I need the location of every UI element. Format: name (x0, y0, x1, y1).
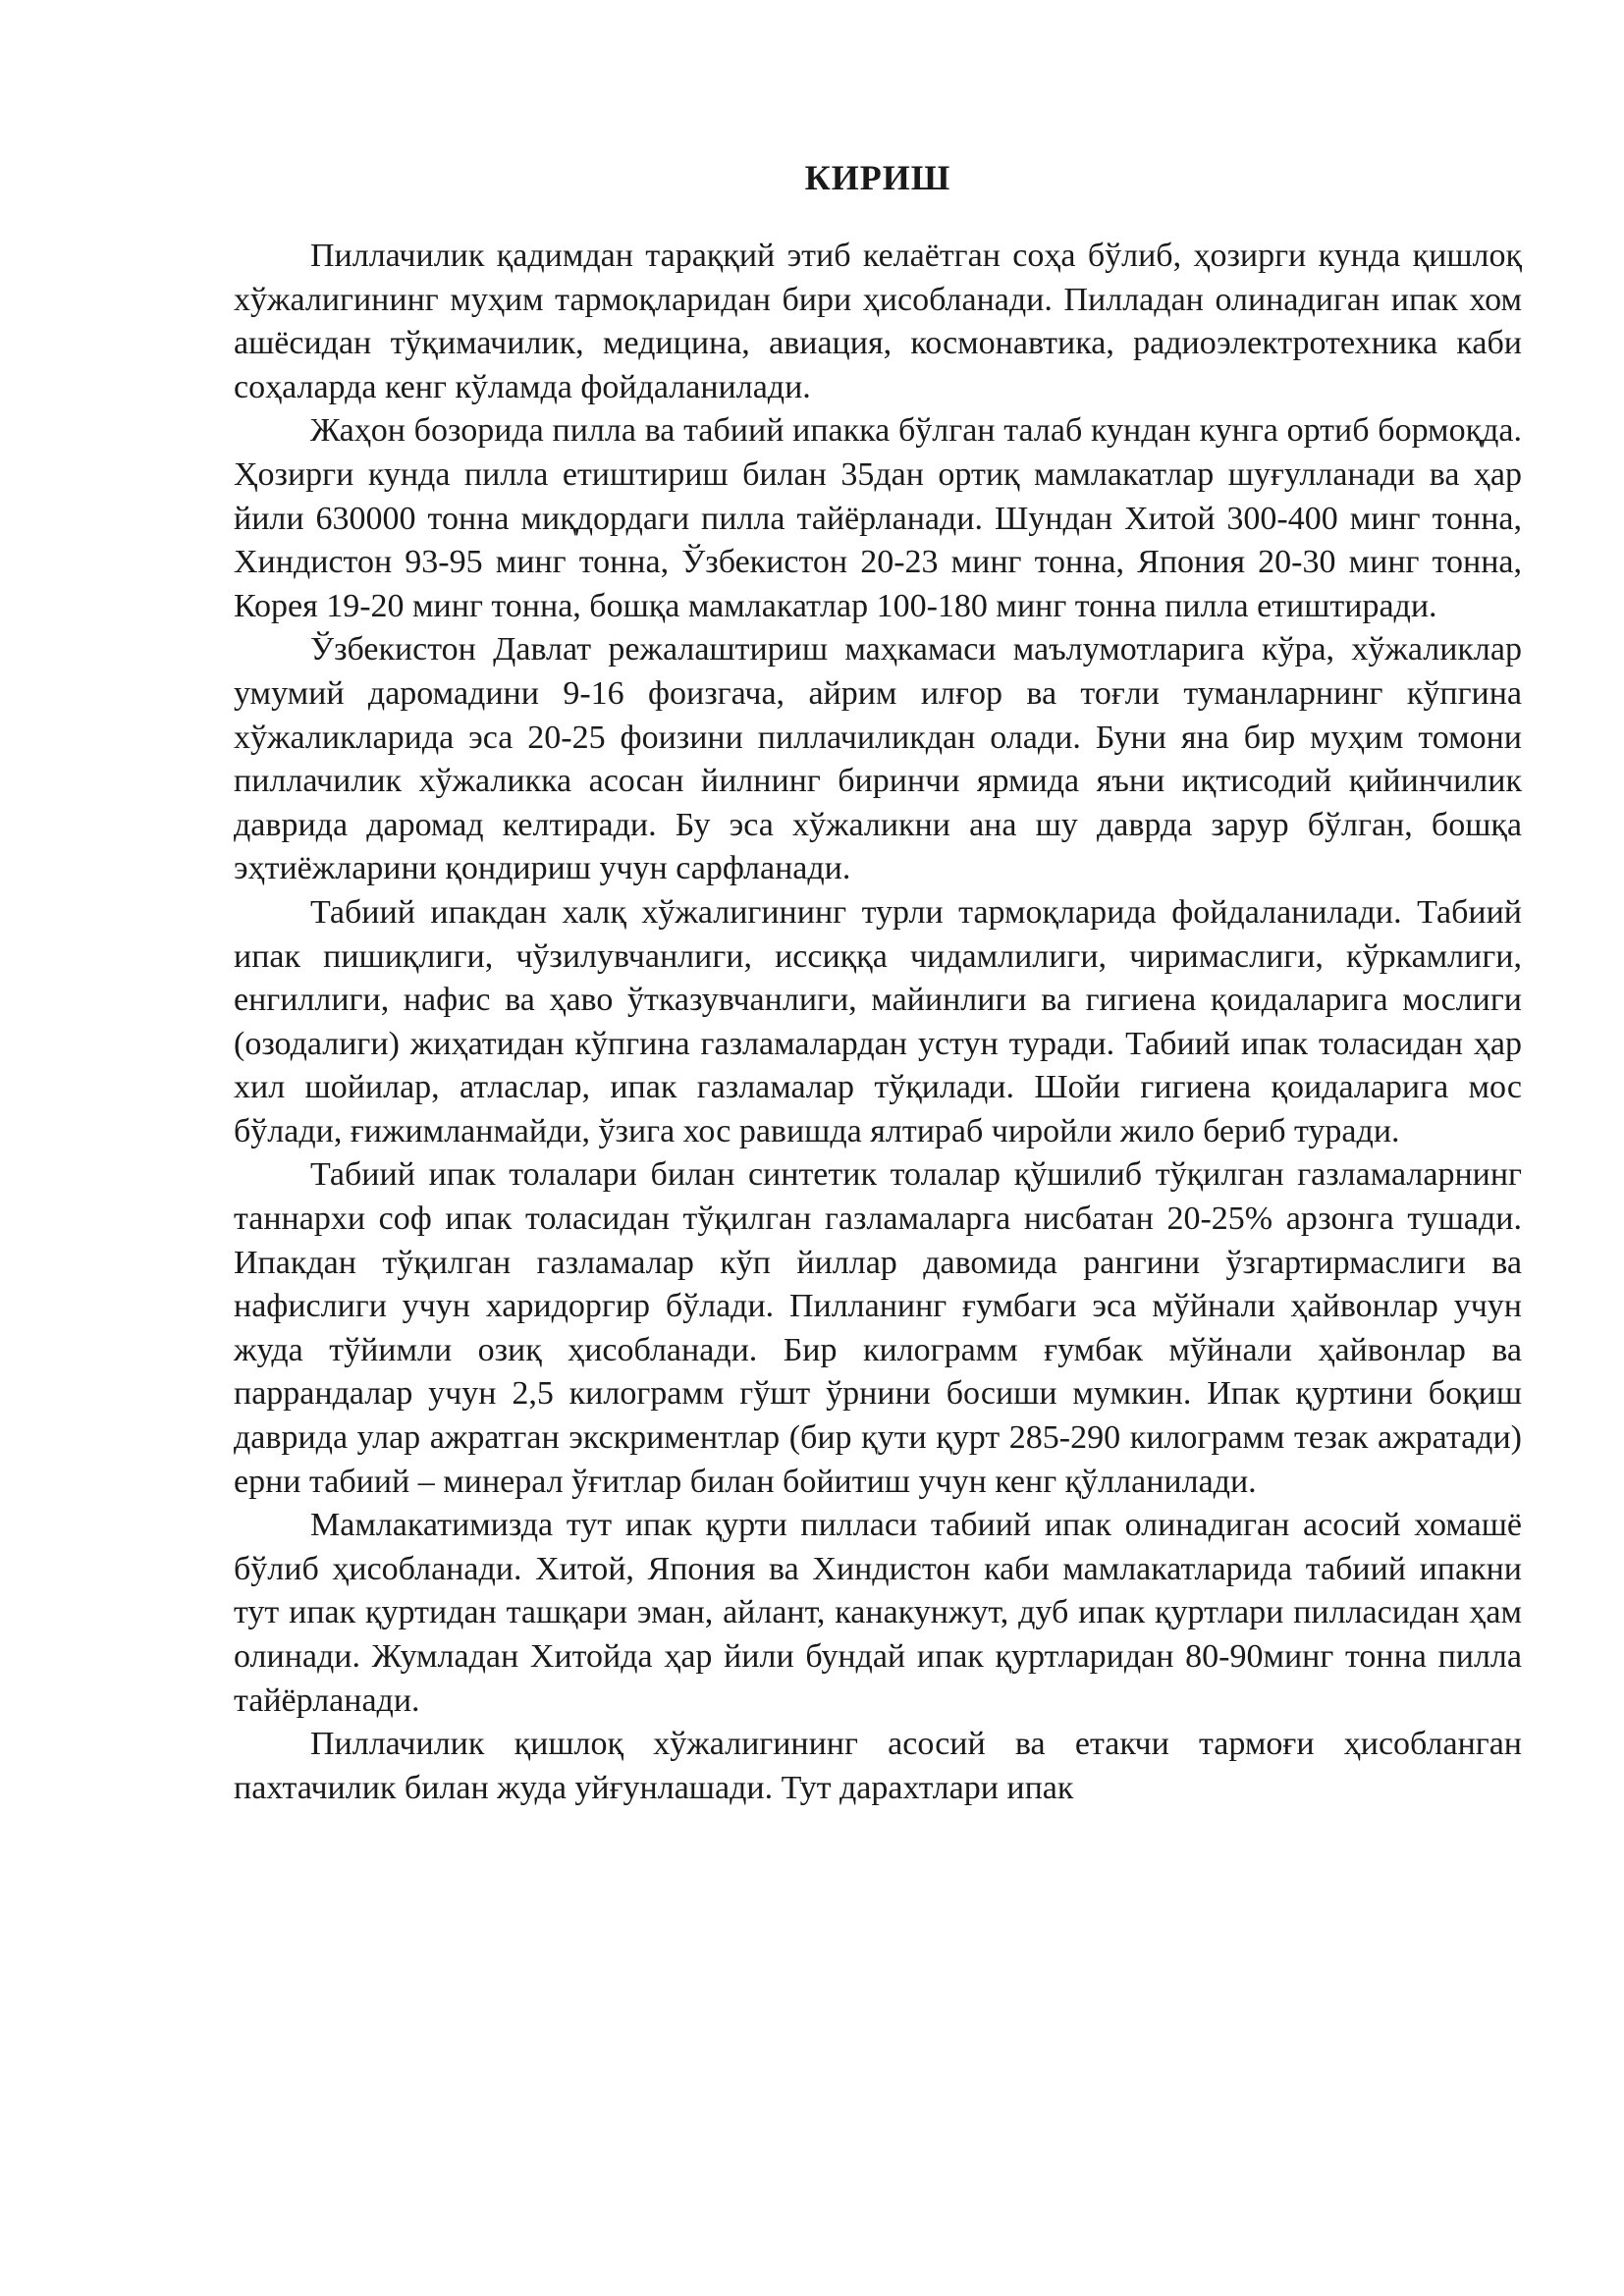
paragraph-6: Мамлакатимизда тут ипак қурти пилласи табиий ипак олинадиган асосий хомашё бўлиб ҳисобланади. Хитой, Япония ва Хиндистон каби мамлакатларида табиий ипакни тут ипак қуртидан ташқари эман, айлант, канакунжут, дуб ипак қуртлари пилласидан ҳам олинади. Жумладан Хитойда ҳар йили бундай ипак қуртларидан 80-90минг тонна пилла тайёрланади. (234, 1507, 1522, 1719)
paragraph-3: Ўзбекистон Давлат режалаштириш маҳкамаси маълумотларига кўра, хўжаликлар умумий даромадини 9-16 фоизгача, айрим илғор ва тоғли туманларнинг кўпгина хўжаликларида эса 20-25 фоизини пиллачиликдан олади. Буни яна бир муҳим томони пиллачилик хўжаликка асосан йилнинг биринчи ярмида яъни иқтисодий қийинчилик даврида даромад келтиради. Бу эса хўжаликни ана шу даврда зарур бўлган, бошқа эҳтиёжларини қондириш учун сарфланади. (234, 631, 1522, 887)
paragraph-5: Табиий ипак толалари билан синтетик толалар қўшилиб тўқилган газламаларнинг таннархи соф ипак толасидан тўқилган газламаларга нисбатан 20-25% арзонга тушади. Ипакдан тўқилган газламалар кўп йиллар давомида рангини ўзгартирмаслиги ва нафислиги учун харидоргир бўлади. Пилланинг ғумбаги эса мўйнали ҳайвонлар учун жуда тўйимли озиқ ҳисобланади. Бир килограмм ғумбак мўйнали ҳайвонлар ва паррандалар учун 2,5 килограмм гўшт ўрнини босиши мумкин. Ипак қуртини боқиш даврида улар ажратган экскриментлар (бир қути қурт 285-290 килограмм тезак ажратади) ерни табиий – минерал ўғитлар билан бойитиш учун кенг қўлланилади. (234, 1156, 1522, 1500)
paragraph-1: Пиллачилик қадимдан тараққий этиб келаётган соҳа бўлиб, ҳозирги кунда қишлоқ хўжалигининг муҳим тармоқларидан бири ҳисобланади. Пилладан олинадиган ипак хом ашёсидан тўқимачилик, медицина, авиация, космонавтика, радиоэлектротехника каби соҳаларда кенг кўламда фойдаланилади. (234, 238, 1522, 405)
paragraph-4: Табиий ипакдан халқ хўжалигининг турли тармоқларида фойдаланилади. Табиий ипак пишиқлиги, чўзилувчанлиги, иссиққа чидамлилиги, чиримаслиги, кўркамлиги, енгиллиги, нафис ва ҳаво ўтказувчанлиги, майинлиги ва гигиена қоидаларига мослиги (озодалиги) жиҳатидан кўпгина газламалардан устун туради. Табиий ипак толасидан ҳар хил шойилар, атласлар, ипак газламалар тўқилади. Шойи гигиена қоидаларига мос бўлади, ғижимланмайди, ўзига хос равишда ялтираб чиройли жило бериб туради. (234, 893, 1522, 1149)
paragraph-2: Жаҳон бозорида пилла ва табиий ипакка бўлган талаб кундан кунга ортиб бормоқда. Ҳозирги кунда пилла етиштириш билан 35дан ортиқ мамлакатлар шуғулланади ва ҳар йили 630000 тонна миқдордаги пилла тайёрланади. Шундан Хитой 300-400 минг тонна, Хиндистон 93-95 минг тонна, Ўзбекистон 20-23 минг тонна, Япония 20-30 минг тонна, Корея 19-20 минг тонна, бошқа мамлакатлар 100-180 минг тонна пилла етиштиради. (234, 412, 1522, 624)
paragraph-7-partial: Пиллачилик қишлоқ хўжалигининг асосий ва етакчи тармоғи ҳисобланган пахтачилик билан жуда уйғунлашади. Тут дарахтлари ипак (234, 1726, 1522, 1806)
document-title: КИРИШ (804, 158, 951, 197)
document-body (234, 152, 1522, 1810)
